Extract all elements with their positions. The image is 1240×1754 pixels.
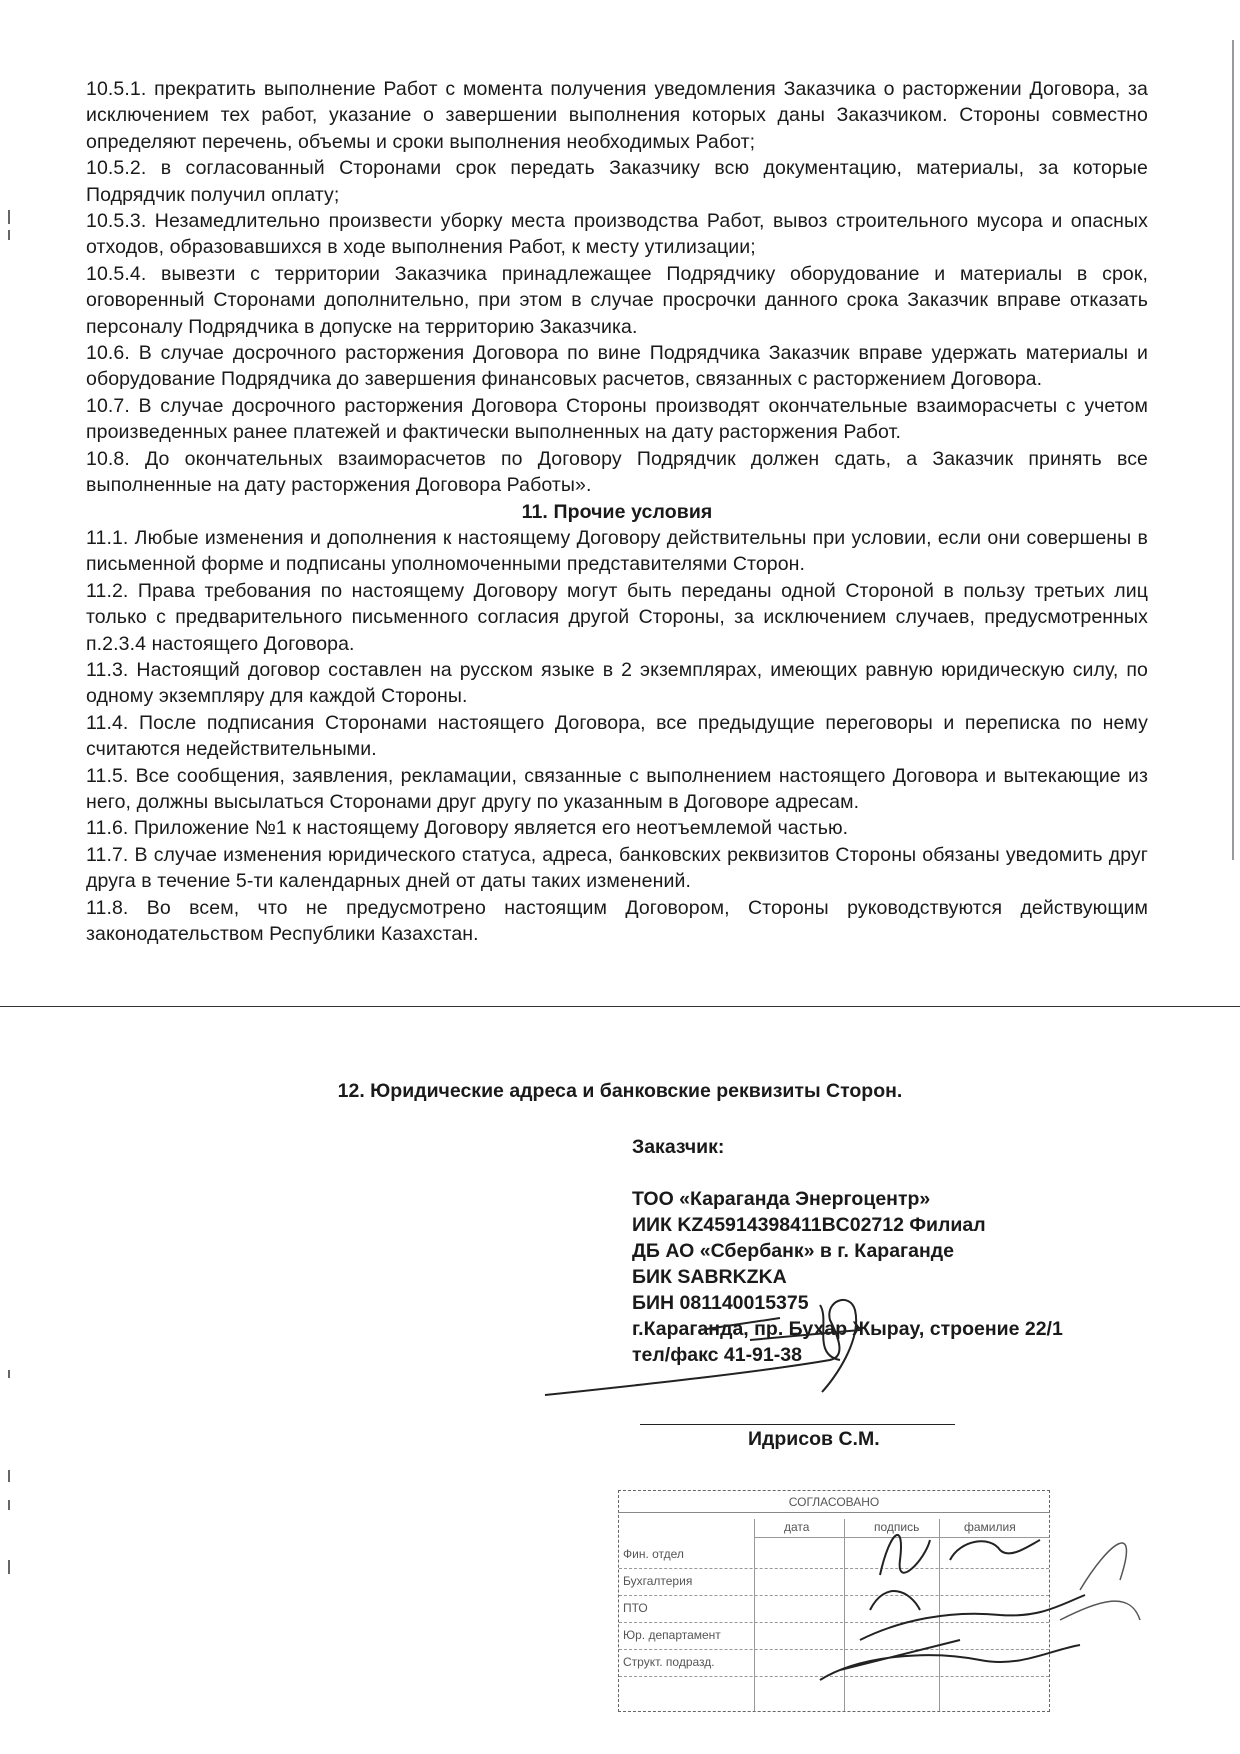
customer-label: Заказчик:	[632, 1136, 725, 1158]
stamp-row: Фин. отдел	[619, 1541, 1049, 1569]
stamp-title: СОГЛАСОВАНО	[619, 1495, 1049, 1513]
clause-11-5: 11.5. Все сообщения, заявления, рекламации, связанные с выполнением настоящего Договора и вытекающие из него, должны высылаться Сторонами друг другу по указанным в Договоре адресам.	[86, 764, 1148, 813]
clause-11-6: 11.6. Приложение №1 к настоящему Договору является его неотъемлемой частью.	[86, 817, 849, 840]
section-11-heading: 11. Прочие условия	[521, 500, 713, 523]
clause-10-5-1: 10.5.1. прекратить выполнение Работ с момента получения уведомления Заказчика о расторжении Договора, за исключением тех работ, указание о завершении выполнения которых даны Заказчиком. Стороны совместно определяют перечень, объемы и сроки выполнения необходимых Работ;	[86, 78, 1148, 153]
clause-11-4: 11.4. После подписания Сторонами настоящего Договора, все предыдущие переговоры и переписка по нему считаются недействительными.	[86, 711, 1148, 761]
stamp-row: Бухгалтерия	[619, 1568, 1049, 1596]
clause-11-8: 11.8. Во всем, что не предусмотрено настоящим Договором, Стороны руководствуются действующим законодательством Республики Казахстан.	[86, 896, 1148, 945]
clause-11-2: 11.2. Права требования по настоящему Договору могут быть переданы одной Стороной в пользу третьих лиц только с предварительного письменного согласия другой Стороны, за исключением случаев, предусмотренных п.2.3.4 настоящего Договора.	[86, 579, 1148, 655]
clause-10-5-2: 10.5.2. в согласованный Сторонами срок передать Заказчику всю документацию, материалы, за которые Подрядчик получил оплату;	[86, 157, 1148, 206]
stamp-col-date: дата	[784, 1520, 810, 1534]
stamp-row: Юр. департамент	[619, 1622, 1049, 1650]
customer-bin: БИН 081140015375	[632, 1292, 809, 1314]
clause-10-5-4: 10.5.4. вывезти с территории Заказчика принадлежащее Подрядчику оборудование и материалы в срок, оговоренный Сторонами дополнительно, при этом в случае просрочки данного срока Заказчик вправе отказать персоналу Подрядчика в допуске на территорию Заказчика.	[86, 262, 1148, 338]
section-12-heading: 12. Юридические адреса и банковские реквизиты Сторон.	[337, 1080, 903, 1102]
stamp-col-surname: фамилия	[964, 1520, 1016, 1534]
stamp-row: Структ. подразд.	[619, 1649, 1049, 1677]
clause-10-7: 10.7. В случае досрочного расторжения Договора Стороны производят окончательные взаиморасчеты с учетом произведенных ранее платежей и фактически выполненных на дату расторжения Работ.	[86, 394, 1148, 444]
customer-phone: тел/факс 41-91-38	[632, 1344, 802, 1366]
customer-bik: БИК SABRKZKA	[632, 1266, 787, 1288]
signer-name: Идрисов С.М.	[748, 1428, 880, 1450]
clause-10-6: 10.6. В случае досрочного расторжения Договора по вине Подрядчика Заказчик вправе удержать материалы и оборудование Подрядчика до завершения финансовых расчетов, связанных с расторжением Договора.	[86, 342, 1148, 391]
customer-bank: ДБ АО «Сбербанк» в г. Караганде	[632, 1240, 955, 1262]
clause-10-5-3: 10.5.3. Незамедлительно произвести уборку места производства Работ, вывоз строительного мусора и опасных отходов, образовавшихся в ходе выполнения Работ, к месту утилизации;	[86, 210, 1148, 259]
clause-11-7: 11.7. В случае изменения юридического статуса, адреса, банковских реквизитов Стороны обязаны уведомить друг друга в течение 5-ти календарных дней от даты таких изменений.	[86, 843, 1148, 893]
stamp-row: ПТО	[619, 1595, 1049, 1623]
clause-10-8: 10.8. До окончательных взаиморасчетов по Договору Подрядчик должен сдать, а Заказчик принять все выполненные на дату расторжения Договора Работы».	[86, 447, 1148, 497]
customer-iik: ИИК KZ45914398411BC02712 Филиал	[632, 1214, 986, 1236]
stamp-col-signature: подпись	[874, 1520, 920, 1534]
customer-name: ТОО «Караганда Энергоцентр»	[632, 1188, 931, 1210]
clause-11-1: 11.1. Любые изменения и дополнения к настоящему Договору действительны при условии, если они совершены в письменной форме и подписаны уполномоченными представителями Сторон.	[86, 526, 1148, 576]
clause-11-3: 11.3. Настоящий договор составлен на русском языке в 2 экземплярах, имеющих равную юридическую силу, по одному экземпляру для каждой Стороны.	[86, 658, 1148, 708]
customer-address: г.Караганда, пр. Бухар Жырау, строение 22/1	[632, 1318, 1063, 1340]
